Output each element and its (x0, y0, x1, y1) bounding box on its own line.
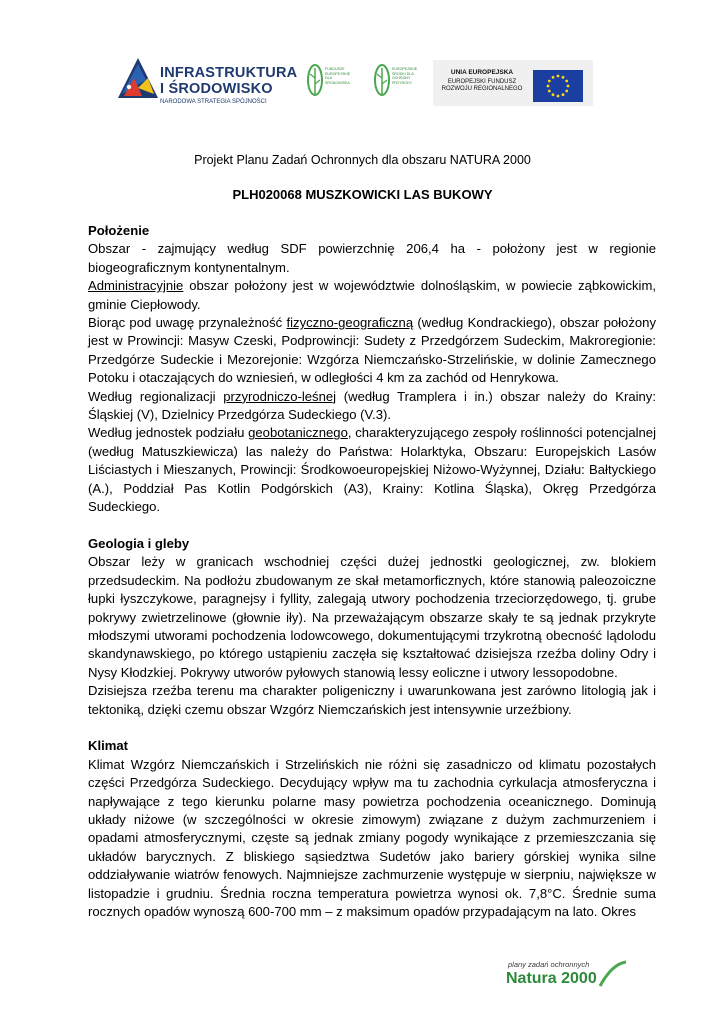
paragraph (88, 388, 656, 425)
eu-logo-lines (433, 79, 531, 93)
document-heading: PLH020068 MUSZKOWICKI LAS BUKOWY (232, 187, 493, 202)
natura-swoosh-icon (598, 960, 628, 990)
eu-logo-line1: UNIA EUROPEJSKA (450, 69, 514, 76)
paragraph-text: (według Tramplera i in.) obszar należy do Krainy: Śląskiej (V), Dzielnicy Przedgórza Sudeckiego (V.3). (88, 388, 656, 423)
leaf-icon (305, 62, 325, 102)
environment-logo-2-text: EUROPEJSKIE ŚRODKI DLA OCHRONY PRZYRODY (392, 67, 418, 85)
environment-logo-1 (305, 62, 355, 106)
section-heading-geologia: Geologia i gleby (88, 535, 190, 551)
paragraph-text: (według Kondrackiego), obszar położony jest w Prowincji: Masyw Czeski, Podprowincji: Sudety z Przedgórzem Sudeckim, Makroregionie: Przedgórze Sudeckie i Mezorejonie: Wzgórza Niemczańsko-Strzelińskie, w dolinie Zamecznego Potoku i otaczających do wzniesień, w odległości 4 km za zachód od Henrykowa. (88, 315, 656, 386)
infrastruktura-srodowisko-logo (118, 58, 298, 106)
eu-fund-logo (433, 60, 593, 106)
paragraph-text: Według jednostek podziału (88, 425, 249, 441)
paragraph-text: Według regionalizacji (88, 388, 224, 404)
underlined-term: fizyczno-geograficzną (286, 315, 414, 331)
environment-logo-2 (372, 62, 422, 106)
section-heading-polozenie: Położenie (88, 223, 150, 238)
header-logos (0, 52, 725, 112)
natura-2000-logo (498, 960, 628, 996)
spacer (88, 517, 656, 535)
underlined-term: przyrodniczo-leśnej (223, 388, 337, 404)
underlined-term: Administracyjnie (88, 278, 184, 294)
eu-flag-icon (533, 70, 583, 102)
paragraph (88, 424, 656, 516)
logo-is-line1: INFRASTRUKTURA (160, 65, 298, 81)
underlined-term: geobotanicznego (248, 425, 348, 441)
environment-logo-1-text: FUNDUSZE EUROPEJSKIE DLA ŚRODOWISKA (325, 67, 351, 85)
nss-emblem-icon (118, 58, 158, 98)
paragraph (88, 314, 656, 388)
document-body (88, 222, 656, 921)
paragraph-text: , charakteryzującego zespoły roślinności potencjalnej (według Matuszkiewicza) las należy do Państwa: Holarktyka, Obszaru: Europejskich Lasów Liściastych i Mieszanych, Prowincji: Środkowoeuropejskiej Niżowo-Wyżynnej, Działu: Bałtyckiego (A.), Poddział Pas Kotlin Podgórskich (A3), Krainy: Kotlina Śląska), Okręg Przedgórza Sudeckiego. (88, 425, 656, 515)
paragraph: Dzisiejsza rzeźba terenu ma charakter poligeniczny i uwarunkowana jest zarówno litologią jak i tektoniką, dzięki czemu obszar Wzgórz Niemczańskich jest intensywnie urzeźbiony. (88, 683, 656, 717)
project-title: Projekt Planu Zadań Ochronnych dla obszaru NATURA 2000 (194, 153, 531, 167)
footer-logo-big-text: Natura 2000 (506, 970, 597, 987)
section-heading-klimat: Klimat (88, 738, 129, 754)
spacer (88, 719, 656, 737)
eu-stars-icon (533, 70, 583, 102)
paragraph (88, 277, 656, 314)
leaf-icon (372, 62, 392, 102)
paragraph-text: obszar położony jest w województwie dolnośląskim, w powiecie ząbkowickim, gminie Ciepłowody. (88, 278, 656, 312)
eu-logo-line3: ROZWOJU REGIONALNEGO (441, 86, 523, 92)
paragraph: Klimat Wzgórz Niemczańskich i Strzelińskich nie różni się zasadniczo od klimatu pozostałych części Przedgórza Sudeckiego. Decydujący wpływ ma tu zachodnia cyrkulacja atmosferyczna i napływające z tego kierunku polarne masy powietrza pochodzenia oceanicznego. Dominują układy niżowe (w szczególności w okresie zimowym) związane z dużym zachmurzeniem i opadami atmosferycznymi, częste są jednak zmiany pogody wynikające z przemieszczania się układów barycznych. Z bliskiego sąsiedztwa Sudetów jako bariery górskiej wynika silne oddziaływanie wiatrów fenowych. Najmniejsze zachmurzenie występuje w sierpniu, największe w listopadzie i grudniu. Średnia roczna temperatura powietrza wynosi ok. 7,8°C. Średnie suma rocznych opadów wynoszą 600-700 mm – z maksimum opadów przypadającym na lato. Okres (88, 756, 656, 919)
footer-logo-small-text: plany zadań ochronnych (508, 960, 590, 969)
paragraph: Obszar leży w granicach wschodniej części dużej jednostki geologicznej, zw. blokiem przedsudeckim. Na podłożu zbudowanym ze skał metamorficznych, które stanowią paleozoiczne łupki łyszczykowe, paragnejsy i fyllity, zalegają utwory pochodzenia trzeciorzędowego, tj. grube pokrywy zwietrzelinowe (głownie iły). Na przeważającym obszarze skały te są jednak przykryte młodszymi utworami pochodzenia lodowcowego, dokumentującymi trzykrotną obecność lądolodu skandynawskiego, po którego ustąpieniu zaczęła się kształtować dzisiejsza rzeźba doliny Odry i Nysy Kłodzkiej. Pokrywy utworów pyłowych stanowią lessy eoliczne i utwory lessopodobne. (88, 554, 656, 680)
eu-logo-line2: EUROPEJSKI FUNDUSZ (447, 79, 517, 85)
logo-is-line2: I ŚRODOWISKO (160, 81, 273, 97)
paragraph: Obszar - zajmujący według SDF powierzchnię 206,4 ha - położony jest w regionie biogeograficznym kontynentalnym. (88, 241, 656, 275)
paragraph-text: Biorąc pod uwagę przynależność (88, 315, 287, 331)
logo-is-line3: NARODOWA STRATEGIA SPÓJNOŚCI (160, 99, 267, 105)
